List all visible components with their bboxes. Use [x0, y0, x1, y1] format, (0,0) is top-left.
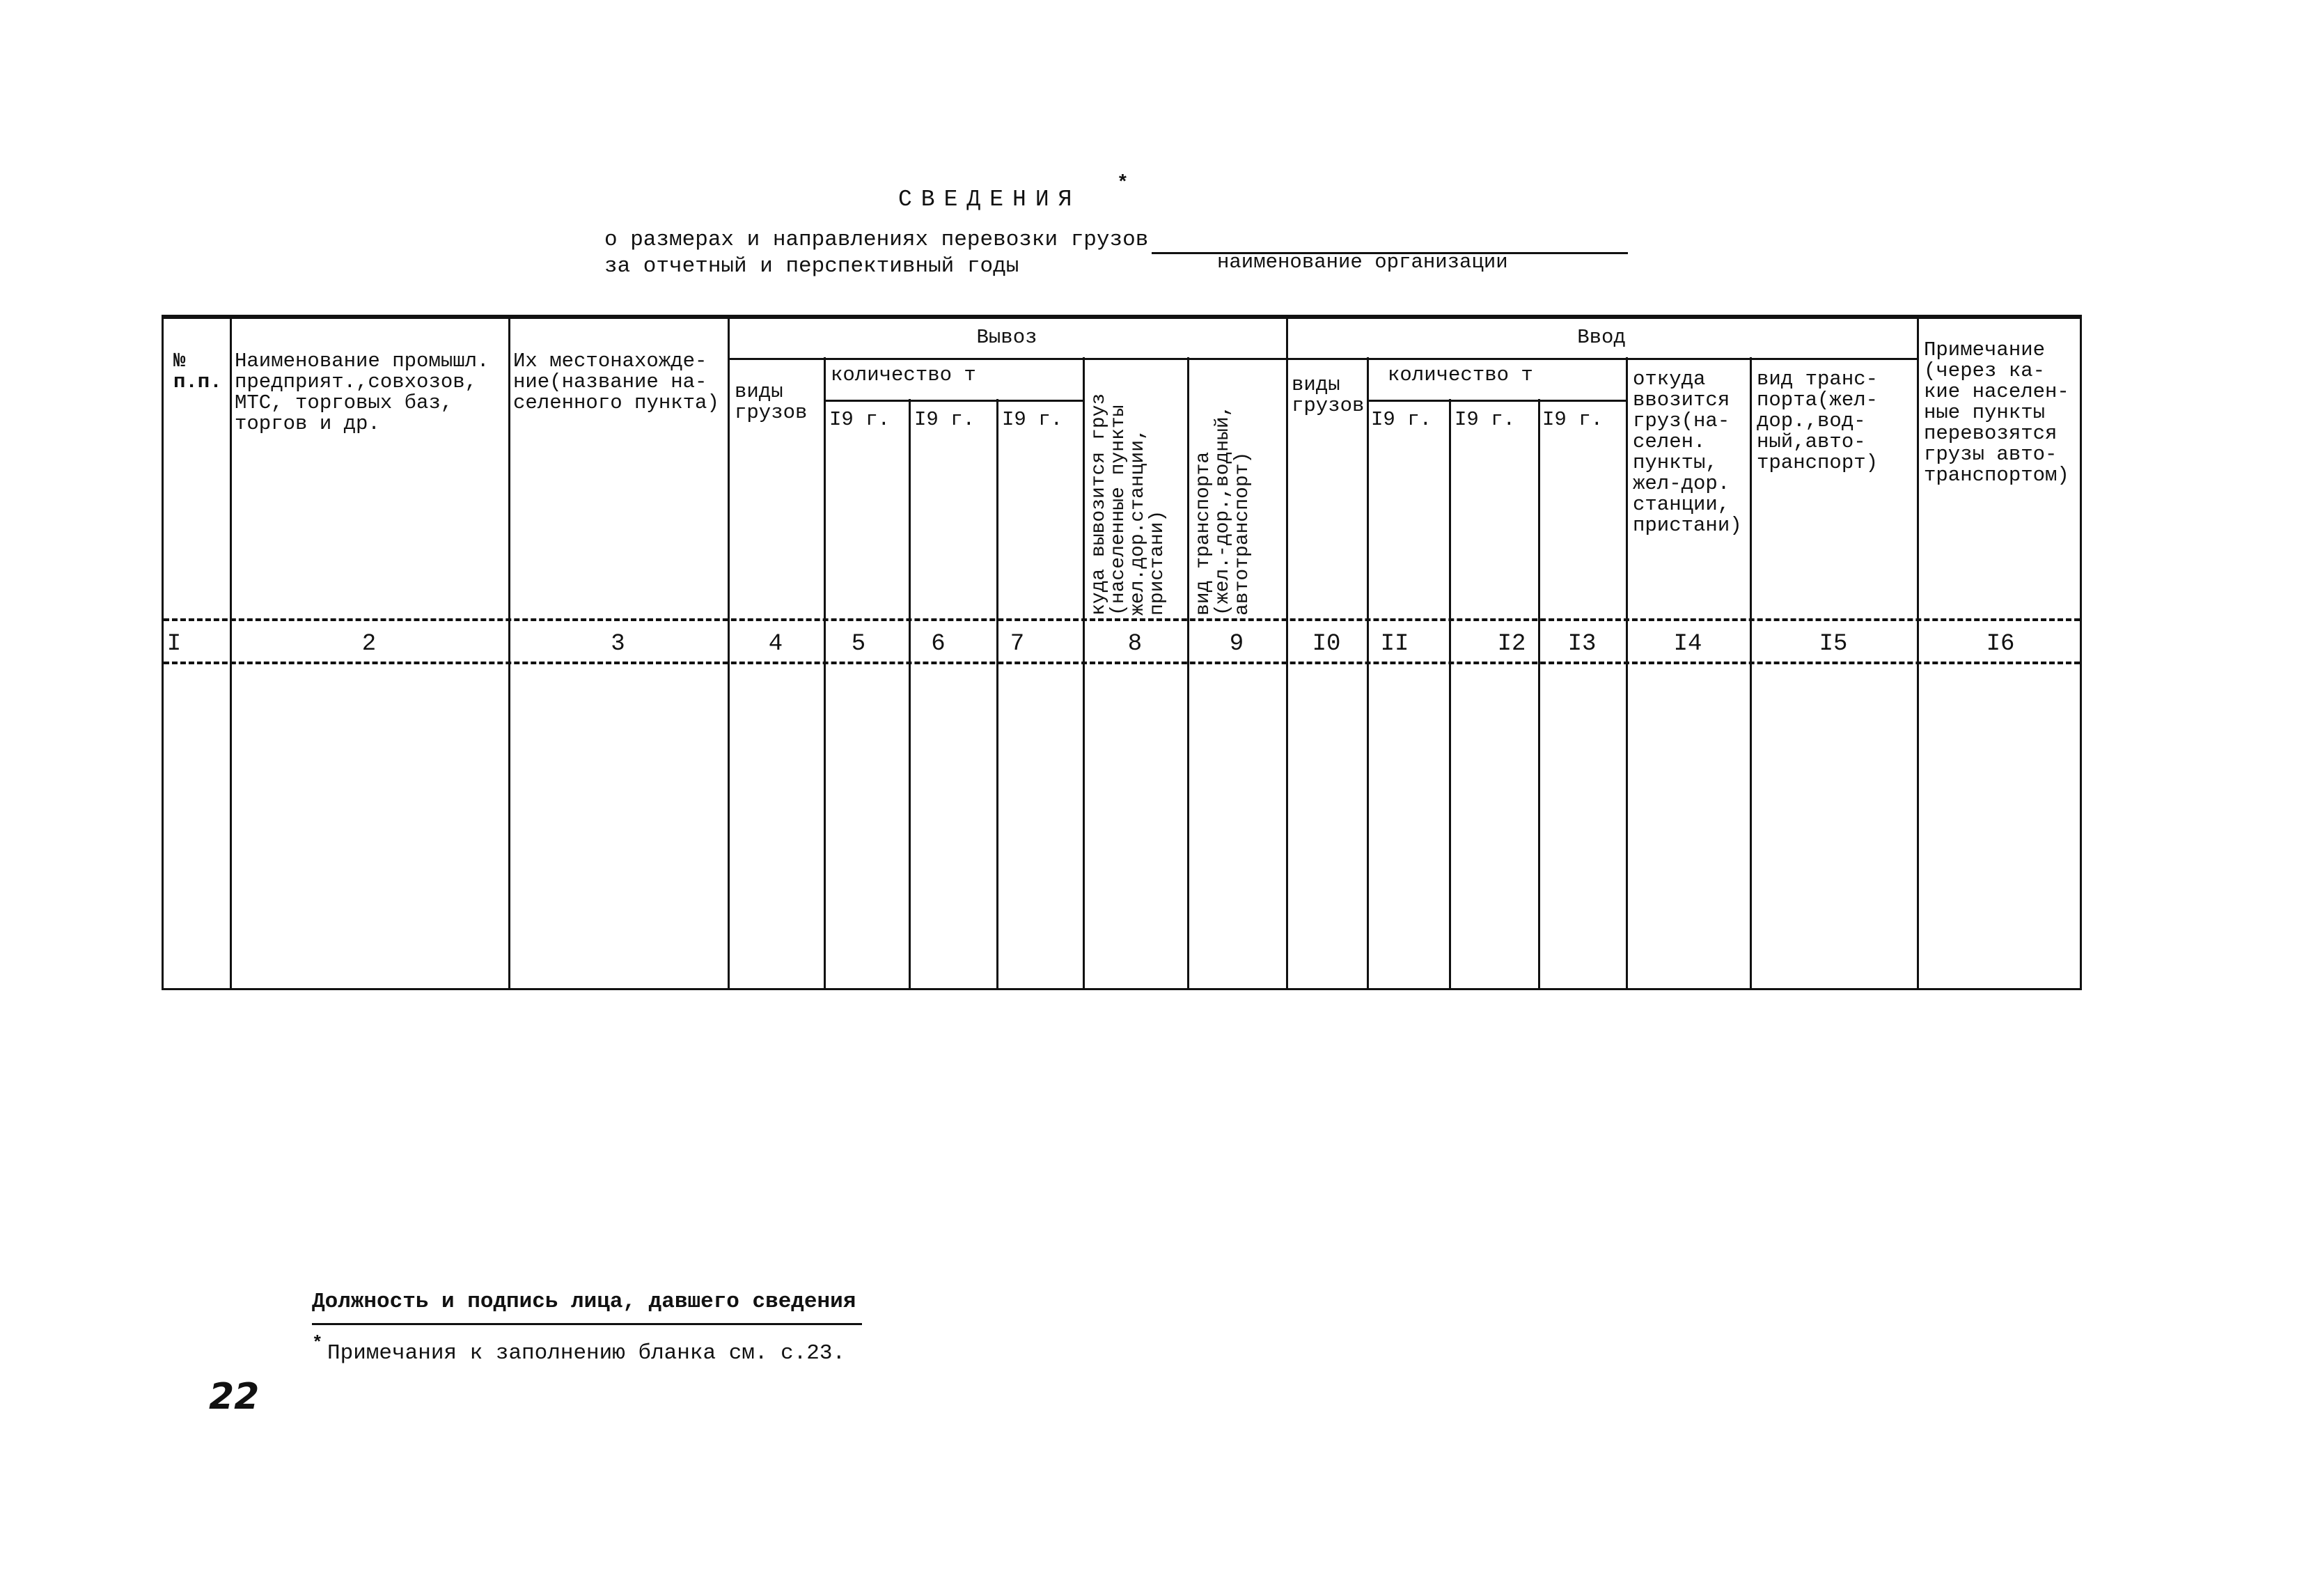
number-row-top	[164, 618, 2080, 621]
column-number: 4	[768, 631, 783, 657]
column-number: I2	[1497, 631, 1526, 657]
signature-line[interactable]	[312, 1323, 862, 1325]
column-number: I	[166, 631, 182, 657]
column-number: I0	[1312, 631, 1341, 657]
column-number: I6	[1986, 631, 2015, 657]
column-number: 9	[1229, 631, 1244, 657]
col-header-cargo-types: виды грузов	[735, 380, 808, 424]
column-number: 2	[361, 631, 377, 657]
signature-label: Должность и подпись лица, давшего сведения	[312, 1290, 856, 1314]
subtitle-line-1: о размерах и направлениях перевозки грузов	[604, 228, 1149, 252]
import-group-heading: Ввод	[1577, 326, 1626, 349]
form-title: СВЕДЕНИЯ	[898, 187, 1081, 212]
year-cell: I9 г.	[829, 408, 891, 431]
quantity-divider	[824, 400, 1083, 402]
year-cell: I9 г.	[1371, 408, 1432, 431]
footnote-text: Примечания к заполнению бланка см. с.23.	[327, 1341, 846, 1366]
group-divider	[728, 358, 1917, 360]
footnote-mark: *	[312, 1333, 323, 1354]
subtitle-line-2: за отчетный и перспективный годы	[604, 254, 1019, 279]
column-number: I4	[1673, 631, 1702, 657]
year-cell: I9 г.	[1542, 408, 1604, 431]
column-number: I3	[1567, 631, 1597, 657]
col-header-number: № п.п.	[173, 350, 222, 393]
cargo-table	[162, 315, 2082, 990]
column-number: II	[1380, 631, 1409, 657]
column-number: 3	[611, 631, 625, 657]
footnote-mark: *	[1117, 173, 1129, 194]
column-number: I5	[1819, 631, 1848, 657]
col-header-destination: куда вывозится груз (населенные пункты жел.дор.станции, пристани)	[1088, 393, 1168, 616]
col-header-origin: откуда ввозится груз(на- селен. пункты, жел-дор. станции, пристани)	[1633, 368, 1742, 537]
year-cell: I9 г.	[1455, 408, 1516, 431]
col-header-transport-in: вид транс- порта(жел- дор.,вод- ный,авто- транспорт)	[1757, 368, 1879, 474]
year-cell: I9 г.	[1002, 408, 1063, 431]
column-number: 6	[931, 631, 946, 657]
table-entry-area[interactable]	[164, 664, 2080, 988]
column-number: 7	[1010, 631, 1025, 657]
column-number: 5	[851, 631, 866, 657]
export-group-heading: Вывоз	[976, 326, 1037, 349]
year-cell: I9 г.	[914, 408, 975, 431]
page-number: 22	[209, 1376, 260, 1418]
form-subtitle	[604, 227, 1148, 280]
col-header-note: Примечание (через ка- кие населен- ные пункты перевозятся грузы авто- транспортом)	[1924, 338, 2069, 487]
quantity-divider-in	[1367, 400, 1626, 402]
col-header-quantity: количество т	[831, 363, 976, 386]
column-number: 8	[1127, 631, 1143, 657]
col-header-location: Их местонахожде- ние(название на- селенного пункта)	[513, 350, 719, 414]
col-header-cargo-types-in: виды грузов	[1292, 373, 1365, 417]
col-header-enterprise: Наименование промышл. предприят.,совхозов, МТС, торговых баз, торгов и др.	[235, 350, 489, 435]
col-header-quantity-in: количество т	[1388, 363, 1533, 386]
organization-caption: наименование организации	[1217, 251, 1508, 274]
col-header-transport: вид транспорта (жел.-дор.,водный, автотранспорт)	[1193, 405, 1253, 616]
